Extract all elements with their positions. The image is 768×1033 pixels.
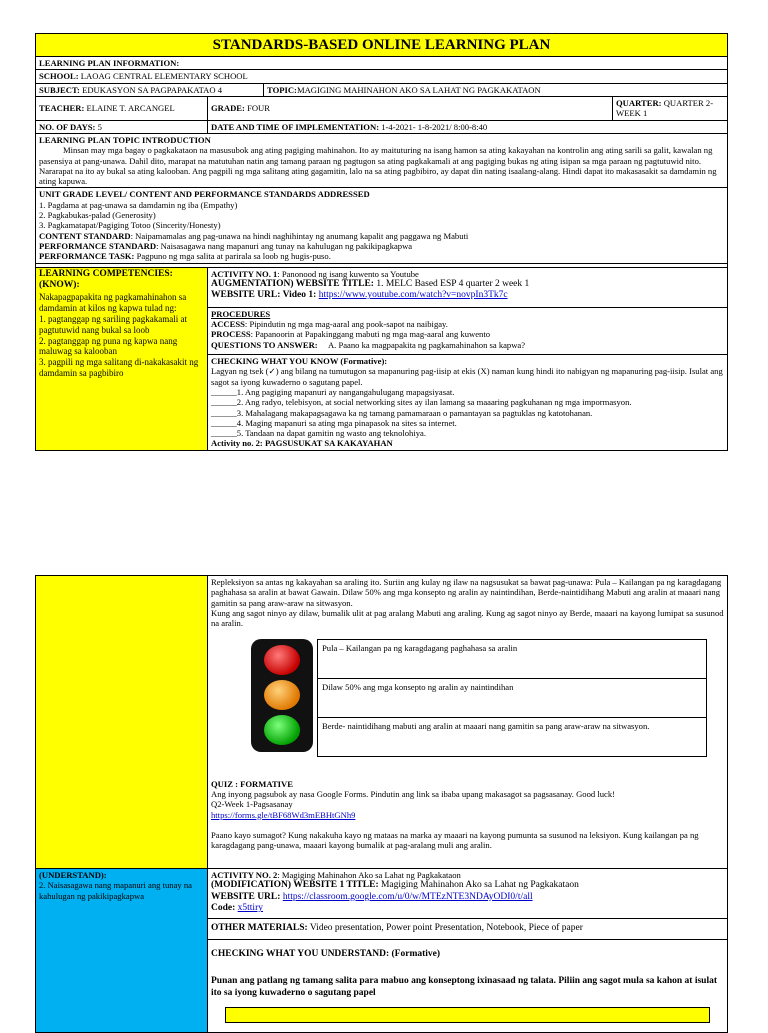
quarter-cell: QUARTER: QUARTER 2- WEEK 1 xyxy=(613,96,728,120)
date-cell: DATE AND TIME OF IMPLEMENTATION: 1-4-2021- 1-8-2021/ 8:00-8:40 xyxy=(208,120,728,133)
quiz-link[interactable]: https://forms.gle/tBF68Wd3mEBHtGNh9 xyxy=(211,809,356,820)
checking-know-cell: CHECKING WHAT YOU KNOW (Formative): Lagyan ng tsek (✓) ang bilang na tumutugon sa mapanuring pag-iisip at ekis (X) naman kung hindi ito nabigyan ng mapanuring pag-iisip. Isulat ang sagot sa iyong kuwaderno o sagutang papel. ______1. Ang pagiging mapanuri ay nangangahulugang mapagsiyasat. ______2. Ang radyo, telebisyon, at social networking sites ay ilan lamang sa maaaring pagkuhanan ng mga impormasyon. ______3. Mahalagang makapagsagawa ka ng tamang pamamaraan o pamantayan sa pagtuklas ng katotohanan. ______4. Maging mapanuri sa ating mga pinapasok na sites sa internet. ______5. Tandaan na dapat gamitin ng wasto ang teknolohiya. Activity no. 2: PAGSUSUKAT SA KAKAYAHAN xyxy=(208,354,728,450)
unit-cell: UNIT GRADE LEVEL/ CONTENT AND PERFORMANCE STANDARDS ADDRESSED 1. Pagdama at pag-unawa sa damdamin ng iba (Empathy) 2. Pagkabukas-palad (Generosity) 3. Pagkamatapat/Pagiging Totoo (Sincerity/Honesty) CONTENT STANDARD: Naipamamalas ang pag-unawa na hindi naghihintay ng anumang kapalit ang paggawa ng Mabuti PERFORMANCE STANDARD: Naisasagawa nang mapanuri ang tunay na kahulugan ng pakikipagkapwa PERFORMANCE TASK: Pagpuno ng mga salita at parirala sa loob ng hugis-puso. xyxy=(36,188,728,263)
intro-cell: LEARNING PLAN TOPIC INTRODUCTION Minsan may mga bagay o pagkakataon na masusubok ang ating pagiging mahinahon. Ito ay maituturing na isang hamon sa ating kakayahan na kontrolin ang ating sarili sa galit, kawalan ng pasensiya at pang-unawa. Dahil dito, marapat na matutuhan natin ang tamang paraan ng pagtugon sa ating pagkakamali at ang pagiging bukas ng ating isipan sa mga paraan ng pagtutuwid nito. Nararapat na ito ay bukal sa ating kalooban. Ang pagpili ng mga salitang ating gagamitin, lalo na sa ating pagbibiro, ay dapat din nating isaalang-alang. Hindi dapat ito makasasakit sa damdamin ng ating kapuwa. xyxy=(36,133,728,188)
traffic-light-legend xyxy=(251,639,724,757)
intro-text: Minsan may mga bagay o pagkakataon na masusubok ang ating pagiging mahinahon. Ito ay maituturing na isang hamon sa ating kakayahan na kontrolin ang ating sarili sa galit, kawalan ng pasensiya at pang-unawa. Dahil dito, marapat na matutuhan natin ang tamang paraan ng pagtugon sa ating pagkakamali at ang pagiging bukas ng ating isipan sa mga paraan ng pagtutuwid nito. Nararapat na ito ay bukal sa ating kalooban. Ang pagpili ng mga salitang ating gagamitin, lalo na sa ating pagbibiro, ay dapat din nating isaalang-alang. Hindi dapat ito makasasakit sa damdamin ng ating kapuwa. xyxy=(39,145,717,187)
grade-cell: GRADE: FOUR xyxy=(208,96,613,120)
checking-understand-cell: CHECKING WHAT YOU UNDERSTAND: (Formative) Punan ang patlang ng tamang salita para mabuo ang konseptong ixinasaad ng talata. Piliin ang sagot mula sa kahon at isulat ito sa iyong kuwaderno o sagutang papel xyxy=(208,939,728,1032)
word-box xyxy=(225,1007,710,1023)
understand-cell: (UNDERSTAND): 2. Naisasagawa nang mapanuri ang tunay na kahulugan ng pakikipagkapwa xyxy=(36,869,208,1033)
page-title: STANDARDS-BASED ONLINE LEARNING PLAN xyxy=(36,34,728,57)
legend-red: Pula – Kailangan pa ng karagdagang paghahasa sa aralin xyxy=(318,639,707,678)
page-1 xyxy=(35,33,727,451)
subject-cell: SUBJECT: EDUKASYON SA PAGPAPAKATAO 4 xyxy=(36,83,264,96)
school-row: SCHOOL: LAOAG CENTRAL ELEMENTARY SCHOOL xyxy=(36,70,728,83)
legend-yellow: Dilaw 50% ang mga konsepto ng aralin ay naintindihan xyxy=(318,678,707,717)
yellow-side-cell xyxy=(36,576,208,869)
amber-light-icon xyxy=(264,680,300,710)
quiz-label: QUIZ : FORMATIVE xyxy=(211,778,293,789)
activity1-cell: ACTIVITY NO. 1: Panonood ng isang kuwento sa Youtube AUGMENTATION) WEBSITE TITLE: 1. MELC Based ESP 4 quarter 2 week 1 WEBSITE URL: Video 1: https://www.youtube.com/watch?v=novpIn3Tk7c xyxy=(208,267,728,307)
legend-green: Berde- naintidihang mabuti ang aralin at maaari nang gamitin sa pang araw-araw na sitwasyon. xyxy=(318,717,707,756)
topic-cell: TOPIC:MAGIGING MAHINAHON AKO SA LAHAT NG PAGKAKATAON xyxy=(264,83,728,96)
youtube-link[interactable]: https://www.youtube.com/watch?v=novpIn3Tk7c xyxy=(318,290,508,301)
classroom-link[interactable]: https://classroom.google.com/u/0/w/MTEzNTE3NDAyODI0/t/all xyxy=(282,891,533,902)
red-light-icon xyxy=(264,645,300,675)
legend-table xyxy=(317,639,707,757)
procedures-cell: PROCEDURES ACCESS: Pipindutin ng mga mag-aaral ang pook-sapot na naibigay. PROCESS: Papanoorin at Papakinggang mabuti ng mga mag-aaral ang kuwento QUESTIONS TO ANSWER: A. Paano ka magpapakita ng pagkamahinahon sa kapwa? xyxy=(208,307,728,354)
info-label: LEARNING PLAN INFORMATION: xyxy=(36,57,728,70)
reflection-cell: Repleksiyon sa antas ng kakayahan sa araling ito. Suriin ang kulay ng ilaw na nagsusukat sa bawat pag-unawa: Pula – Kailangan pa ng karagdagang paghahasa sa aralin at bawat Gawain. Dilaw 50% ang mga konsepto ng aralin ay naintindihan, Berde-naintidihang Mabuti ang aralin at maaari nang gamitin sa pang araw-araw na sitwasyon. Kung ang sagot ninyo ay dilaw, bumalik ulit at pag aralang Mabuti ang araling. Kung ag sagot ninyo ay Berde, maaari na kayong lumipat sa susunod na aralin. Pula – Kailangan pa ng karagdagang paghahasa sa aralin Dilaw 50% ang mga konsepto ng aralin ay naintindihan Berde- naintidihang mabuti ang aralin at maaari nang gamitin sa pang araw-araw na sitwasyon. QUIZ : FORMATIVE Ang inyong pagsubok ay nasa Google Forms. Pindutin ang link sa ibaba upang makasagot sa pagsasanay. Good luck! Q2-Week 1-Pagsasanay https://forms.gle/tBF68Wd3mEBHtGNh9 Paano kayo sumagot? Kung nakakuha kayo ng mataas na marka ay maaari na kayong pumunta sa susunod na leksiyon. Kung kailangan pa ng karagdagang pang-unawa, maaari kayong bumalik at pag-aralang muli ang aralin. xyxy=(208,576,728,869)
other-materials-cell: OTHER MATERIALS: Video presentation, Power point Presentation, Notebook, Piece of paper xyxy=(208,919,728,939)
traffic-light-image xyxy=(251,639,313,752)
class-code[interactable]: x5ttiry xyxy=(237,903,263,914)
lesson-plan-table xyxy=(35,33,728,451)
lesson-plan-table-2 xyxy=(35,575,728,1033)
activity2-cell: ACTIVITY NO. 2: Magiging Mahinahon Ako sa Lahat ng Pagkakataon (MODIFICATION) WEBSITE 1 TITLE: Magiging Mahinahon Ako sa Lahat ng Pagkakataon WEBSITE URL: https://classroom.google.com/u/0/w/MTEzNTE3NDAyODI0/t/all Code: x5ttiry xyxy=(208,869,728,919)
teacher-cell: TEACHER: ELAINE T. ARCANGEL xyxy=(36,96,208,120)
page-2 xyxy=(35,575,727,1033)
competencies-cell: LEARNING COMPETENCIES: (KNOW): Nakapagpapakita ng pagkamahinahon sa damdamin at kilos ng kapwa tulad ng: 1. pagtanggap ng sariling pagkakamali at pagtutuwid nang bukal sa loob 2. pagtanggap ng puna ng kapwa nang maluwag sa kalooban 3. pagpili ng mga salitang di-nakakasakit ng damdamin sa pagbibiro xyxy=(36,267,208,450)
days-cell: NO. OF DAYS: 5 xyxy=(36,120,208,133)
green-light-icon xyxy=(264,715,300,745)
